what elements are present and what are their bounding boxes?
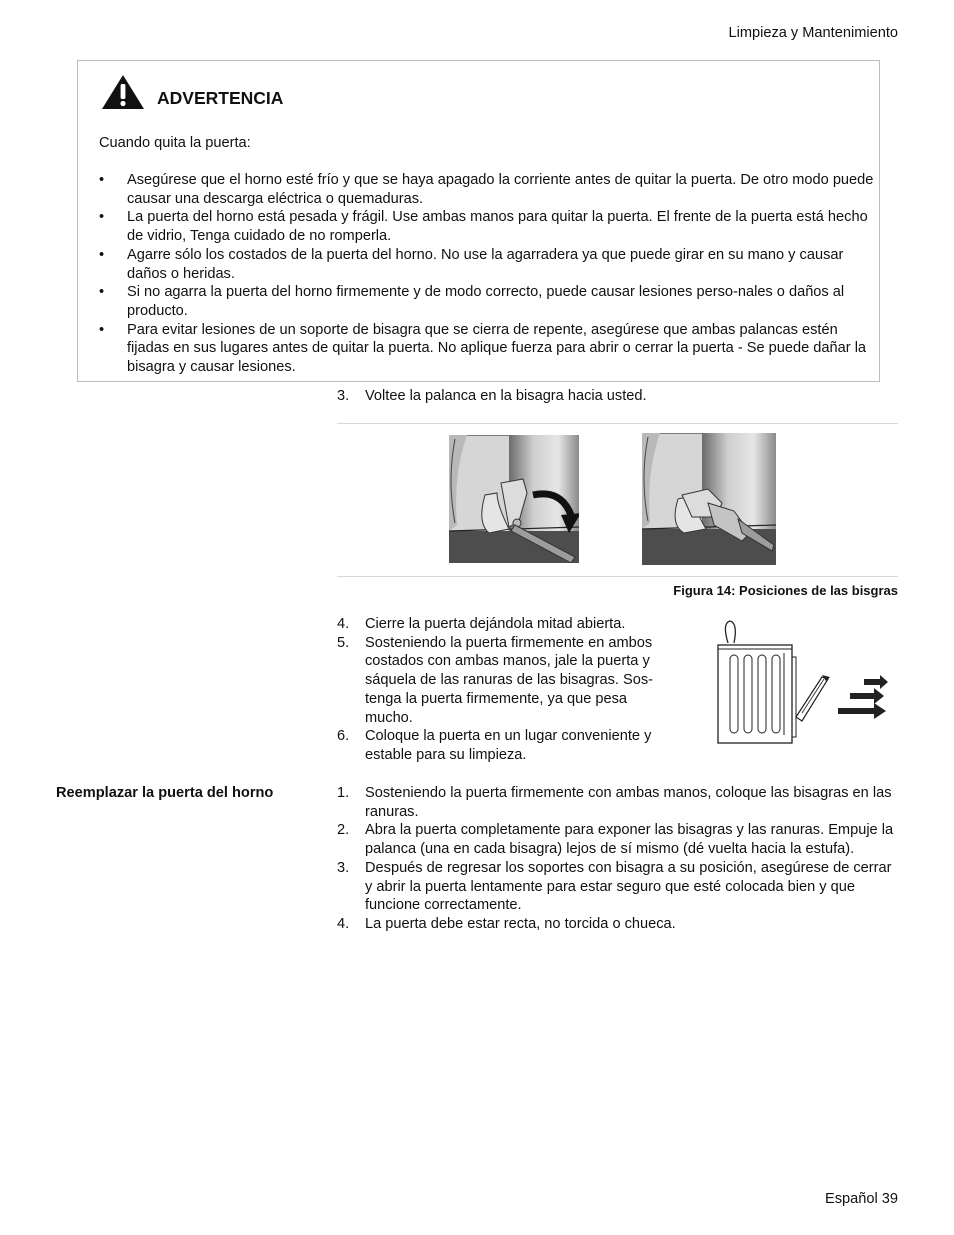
warning-item: • La puerta del horno está pesada y frágil. Use ambas manos para quitar la puerta. El frente de la puerta está hecho de vidrio, Tenga cuidado de no romperla. <box>99 209 868 245</box>
page-footer: Español 39 <box>824 1191 898 1207</box>
replace-door-heading: Reemplazar la puerta del horno <box>56 785 274 801</box>
warning-item: • Para evitar lesiones de un soporte de bisagra que se cierra de repente, asegúrese que ambas palancas estén fijadas en sus lugares antes de quitar la puerta. No aplique fuerza para abrir o cerrar la puerta - Se puede dañar la bisagra y causar lesiones. <box>99 321 867 376</box>
figure-divider-bottom <box>337 576 898 577</box>
running-header: Limpieza y Mantenimiento <box>728 25 898 41</box>
step-item: 5. Sosteniendo la puerta firmemente en ambos costados con ambas manos, jale la puerta y sáquela de las ranuras de las bisagras. Sos-tenga la puerta firmemente, ya que pesa mucho. <box>337 634 653 726</box>
warning-triangle-icon <box>101 74 145 110</box>
warning-list <box>99 171 879 377</box>
step-item: 2. Abra la puerta completamente para exponer las bisagras y las ranuras. Empuje la palanca (una en cada bisagra) lejos de sí mismo (dé vuelta hacia la estufa). <box>337 822 894 858</box>
hinge-lever-open-illustration <box>449 435 579 563</box>
replace-door-steps <box>337 784 899 934</box>
step-item: 1. Sosteniendo la puerta firmemente con ambas manos, coloque las bisagras en las ranuras. <box>337 785 892 820</box>
step-item: 3. Voltee la palanca en la bisagra hacia usted. <box>337 388 647 404</box>
hinge-lever-closed-illustration <box>642 433 776 565</box>
step-item: 4. Cierre la puerta dejándola mitad abierta. <box>337 616 626 632</box>
step-item: 3. Después de regresar los soportes con bisagra a su posición, asegúrese de cerrar y abrir la puerta lentamente para estar seguro que esté colocada bien y que funcione correctamente. <box>337 859 892 914</box>
step-item: 6. Coloque la puerta en un lugar conveniente y estable para su limpieza. <box>337 728 652 763</box>
warning-item: • Asegúrese que el horno esté frío y que se haya apagado la corriente antes de quitar la puerta. De otro modo puede causar una descarga eléctrica o quemaduras. <box>99 172 874 207</box>
removal-steps-b <box>337 615 675 765</box>
figure-caption: Figura 14: Posiciones de las bisgras <box>673 583 898 598</box>
oven-door-removal-illustration <box>714 617 890 745</box>
warning-item: • Si no agarra la puerta del horno firmemente y de modo correcto, puede causar lesiones perso-nales o daños al producto. <box>99 284 845 319</box>
warning-title: ADVERTENCIA <box>157 88 284 108</box>
warning-item: • Agarre sólo los costados de la puerta del horno. No use la agarradera ya que puede girar en su mano y causar daños o heridas. <box>99 246 844 282</box>
step-item: 4. La puerta debe estar recta, no torcida o chueca. <box>337 915 676 932</box>
removal-steps-a <box>337 387 897 406</box>
warning-intro: Cuando quita la puerta: <box>99 135 251 151</box>
figure-divider-top <box>337 423 898 424</box>
